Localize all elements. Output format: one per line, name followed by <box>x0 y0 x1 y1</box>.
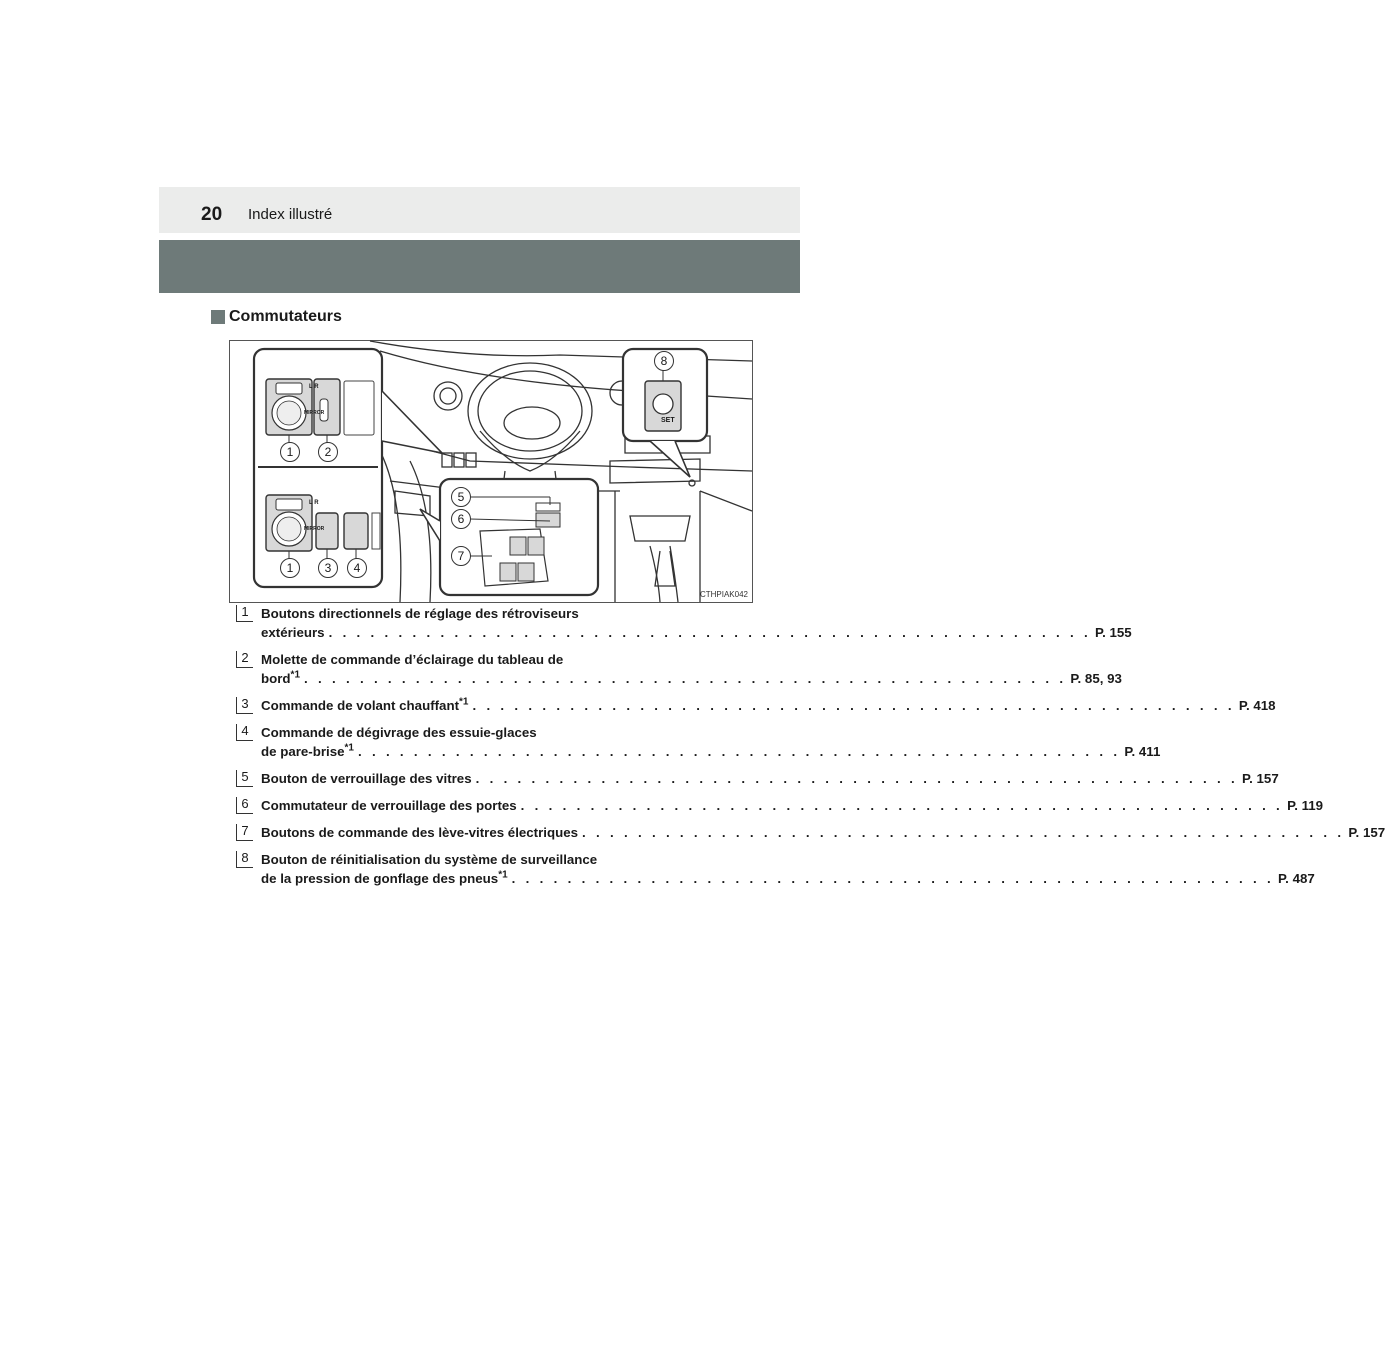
item-label: Bouton de verrouillage des vitres <box>261 771 472 786</box>
footnote-mark: *1 <box>498 869 508 881</box>
footnote-mark: *1 <box>290 669 300 681</box>
item-number: 8 <box>236 851 253 868</box>
leader-dots: . . . . . . . . . . . . . . . . . . . . . . . . . . . . . . . . . . . . . . . . . . . . . . . . . . . . . . . <box>328 625 1091 640</box>
list-item <box>236 823 1385 842</box>
item-number: 3 <box>236 697 253 714</box>
switch-label-set: SET <box>661 417 675 424</box>
switches-illustration <box>229 340 753 603</box>
item-label-cont: de pare-brise <box>261 744 345 759</box>
item-label: Molette de commande d’éclairage du tableau de <box>261 652 564 667</box>
callout-2: 2 <box>318 442 338 462</box>
item-number: 6 <box>236 797 253 814</box>
item-label: Boutons de commande des lève-vitres électriques <box>261 825 579 840</box>
page-ref: P. 155 <box>1094 625 1132 640</box>
callout-6: 6 <box>451 509 471 529</box>
item-label: Commutateur de verrouillage des portes <box>261 798 517 813</box>
page-ref: P. 119 <box>1287 798 1324 813</box>
switch-label-lr: L R <box>309 384 319 390</box>
switch-label-mirror-2: MIRROR <box>304 526 325 532</box>
list-item <box>236 696 1276 715</box>
callout-4: 4 <box>347 558 367 578</box>
footnote-mark: *1 <box>459 696 469 708</box>
heading-text: Commutateurs <box>229 308 342 325</box>
illustration-drawing <box>230 341 752 602</box>
page-ref: P. 157 <box>1241 771 1279 786</box>
leader-dots: . . . . . . . . . . . . . . . . . . . . . . . . . . . . . . . . . . . . . . . . . . . . . . . . . . . . . . . <box>520 798 1284 813</box>
switch-label-mirror: MIRROR <box>304 410 325 416</box>
section-title: Index illustré <box>248 206 333 223</box>
leader-dots: . . . . . . . . . . . . . . . . . . . . . . . . . . . . . . . . . . . . . . . . . . . . . . . . . . . . . . . <box>472 698 1235 713</box>
list-item <box>236 650 1122 688</box>
item-number: 4 <box>236 724 253 741</box>
list-item <box>236 769 1279 788</box>
leader-dots: . . . . . . . . . . . . . . . . . . . . . . . . . . . . . . . . . . . . . . . . . . . . . . . . . . . . . . . <box>582 825 1345 840</box>
callout-8: 8 <box>654 351 674 371</box>
list-item <box>236 850 1315 888</box>
callout-5: 5 <box>451 487 471 507</box>
heading-square-icon <box>211 310 225 324</box>
switch-list <box>236 604 1385 896</box>
figure-code: CTHPIAK042 <box>699 590 748 599</box>
page-number: 20 <box>201 204 223 225</box>
callout-1-top: 1 <box>280 442 300 462</box>
item-number: 1 <box>236 605 253 622</box>
callout-1-bottom: 1 <box>280 558 300 578</box>
list-item <box>236 723 1161 761</box>
leader-dots: . . . . . . . . . . . . . . . . . . . . . . . . . . . . . . . . . . . . . . . . . . . . . . . . . . . . . . . <box>475 771 1238 786</box>
list-item <box>236 796 1324 815</box>
page-ref: P. 411 <box>1124 744 1161 759</box>
leader-dots: . . . . . . . . . . . . . . . . . . . . . . . . . . . . . . . . . . . . . . . . . . . . . . . . . . . . . . . <box>304 671 1067 686</box>
footnote-mark: *1 <box>344 742 354 754</box>
page-ref: P. 85, 93 <box>1070 671 1122 686</box>
item-number: 5 <box>236 770 253 787</box>
item-label-cont: de la pression de gonflage des pneus <box>261 871 499 886</box>
switch-label-lr-2: L R <box>309 500 319 506</box>
page-ref: P. 487 <box>1278 871 1315 886</box>
page-ref: P. 418 <box>1238 698 1276 713</box>
section-heading <box>211 308 342 326</box>
page-ref: P. 157 <box>1348 825 1385 840</box>
item-label: Boutons directionnels de réglage des rétroviseurs <box>261 606 579 621</box>
leader-dots: . . . . . . . . . . . . . . . . . . . . . . . . . . . . . . . . . . . . . . . . . . . . . . . . . . . . . . . <box>511 871 1275 886</box>
item-number: 2 <box>236 651 253 668</box>
list-item <box>236 604 1132 642</box>
item-label-cont: bord <box>261 671 291 686</box>
callout-7: 7 <box>451 546 471 566</box>
callout-3: 3 <box>318 558 338 578</box>
item-number: 7 <box>236 824 253 841</box>
item-label: Bouton de réinitialisation du système de surveillance <box>261 852 598 867</box>
item-label: Commande de dégivrage des essuie-glaces <box>261 725 537 740</box>
item-label: Commande de volant chauffant <box>261 698 459 713</box>
leader-dots: . . . . . . . . . . . . . . . . . . . . . . . . . . . . . . . . . . . . . . . . . . . . . . . . . . . . . . . <box>357 744 1121 759</box>
item-label-cont: extérieurs <box>261 625 325 640</box>
chapter-band <box>159 240 800 293</box>
